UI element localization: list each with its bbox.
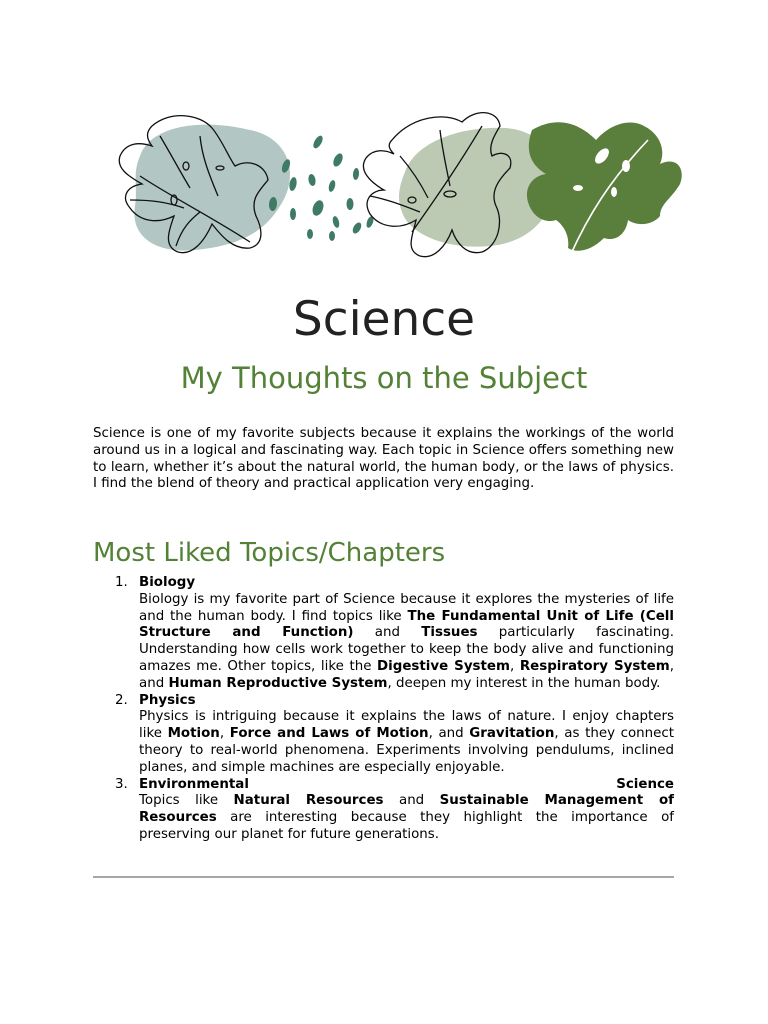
topic-description: Topics like Natural Resources and Sustainable Management of Resources are interesting because they highlight the importance of preserving our planet for future generations. [139,793,674,842]
topic-name: Biology [139,575,196,590]
list-number: 2. [115,692,128,708]
topic-description: Physics is intriguing because it explains the laws of nature. I enjoy chapters like Motion, Force and Laws of Motion, and Gravitation, as they connect theory to real-world phenomena. Experiments involving pendulums, inclined planes, and simple machines are especially enjoyable. [139,709,675,775]
topics-list [93,575,674,844]
topic-name: Physics [139,692,196,708]
topic-name: Environmental Science [139,776,674,792]
list-number: 3. [115,776,128,792]
intro-paragraph: Science is one of my favorite subjects because it explains the workings of the world around us in a logical and fascinating way. Each topic in Science offers something new to learn, whether it’s about the natural world, the human body, or the laws of physics. I find the blend of theory and practical application very engaging. [93,426,674,492]
list-item [93,693,674,777]
topic-description: Biology is my favorite part of Science because it explores the mysteries of life and the human body. I find topics like The Fundamental Unit of Life (Cell Structure and Function) and Tissues particularly fascinating. Understanding how cells work together to keep the body alive and functioning amazes me. Other topics, like the Digestive System, Respiratory System, and Human Reproductive System, deepen my interest in the human body. [139,591,674,691]
monstera-leaves-banner [100,96,690,266]
page-subtitle: My Thoughts on the Subject [180,361,588,395]
list-item [93,575,674,693]
horizontal-rule [93,876,674,878]
section-heading: Most Liked Topics/Chapters [93,538,446,568]
right-dark-leaf [527,122,682,256]
list-item [93,777,674,844]
page-title: Science [292,292,476,347]
list-number: 1. [115,575,128,590]
